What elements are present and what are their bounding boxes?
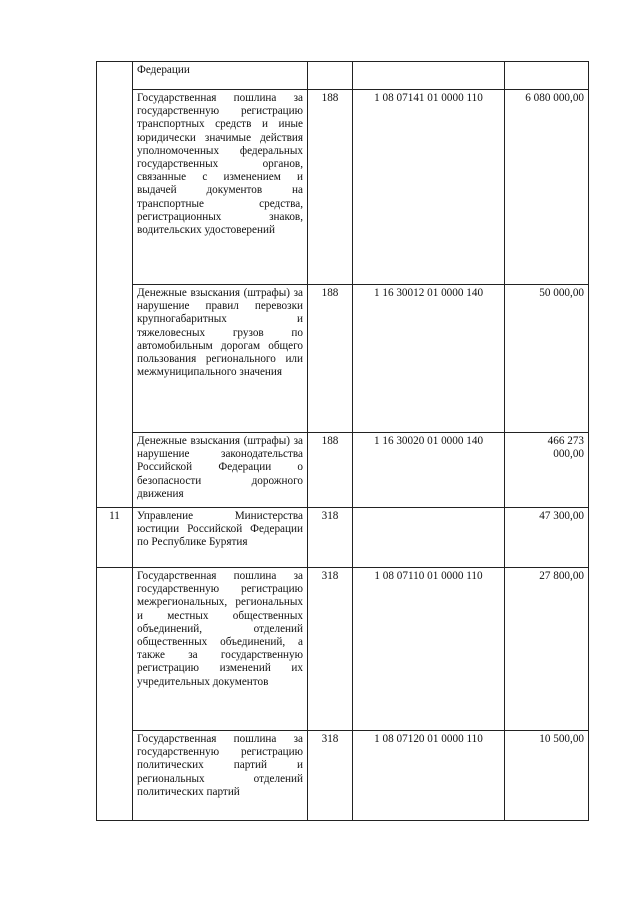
amount-cell: 50 000,00 — [505, 285, 589, 433]
admin-code-cell: 318 — [308, 568, 353, 731]
revenue-name-cell: Федерации — [133, 62, 308, 90]
admin-code-cell: 318 — [308, 508, 353, 568]
kbk-code-cell — [353, 62, 505, 90]
admin-code-cell: 188 — [308, 433, 353, 508]
admin-code-cell — [308, 62, 353, 90]
revenue-name-cell: Управление Министерства юстиции Российской Федерации по Республике Бурятия — [133, 508, 308, 568]
amount-cell: 47 300,00 — [505, 508, 589, 568]
kbk-code-cell — [353, 508, 505, 568]
kbk-code-cell: 1 16 30012 01 0000 140 — [353, 285, 505, 433]
row-number-cell — [97, 62, 133, 508]
revenue-table — [96, 61, 589, 821]
admin-code-cell: 318 — [308, 731, 353, 821]
admin-code-cell: 188 — [308, 90, 353, 285]
amount-cell: 10 500,00 — [505, 731, 589, 821]
kbk-code-cell: 1 08 07141 01 0000 110 — [353, 90, 505, 285]
admin-code-cell: 188 — [308, 285, 353, 433]
revenue-name-cell: Государственная пошлина за государственную регистрацию межрегиональных, региональных и местных общественных объединений, отделений общественных объединений, а также за государственную регистрацию изменений их учредительных документов — [133, 568, 308, 731]
amount-cell: 6 080 000,00 — [505, 90, 589, 285]
row-number-cell — [97, 568, 133, 821]
amount-cell — [505, 62, 589, 90]
table-row — [97, 285, 589, 433]
table-row — [97, 568, 589, 731]
table-row — [97, 90, 589, 285]
revenue-name-cell: Государственная пошлина за государственную регистрацию транспортных средств и иные юридически значимые действия уполномоченных федеральных государственных органов, связанные с изменением и выдачей документов на транспортные средства, регистрационных знаков, водительских удостоверений — [133, 90, 308, 285]
revenue-name-cell: Денежные взыскания (штрафы) за нарушение законодательства Российской Федерации о безопасности дорожного движения — [133, 433, 308, 508]
revenue-name-cell: Денежные взыскания (штрафы) за нарушение правил перевозки крупногабаритных и тяжеловесных грузов по автомобильным дорогам общего пользования регионального или межмуниципального значения — [133, 285, 308, 433]
table-row — [97, 731, 589, 821]
table-row — [97, 508, 589, 568]
table-row — [97, 62, 589, 90]
revenue-name-cell: Государственная пошлина за государственную регистрацию политических партий и региональных отделений политических партий — [133, 731, 308, 821]
kbk-code-cell: 1 16 30020 01 0000 140 — [353, 433, 505, 508]
row-number-cell: 11 — [97, 508, 133, 568]
amount-cell: 466 273 000,00 — [505, 433, 589, 508]
kbk-code-cell: 1 08 07120 01 0000 110 — [353, 731, 505, 821]
amount-cell: 27 800,00 — [505, 568, 589, 731]
kbk-code-cell: 1 08 07110 01 0000 110 — [353, 568, 505, 731]
table-row — [97, 433, 589, 508]
